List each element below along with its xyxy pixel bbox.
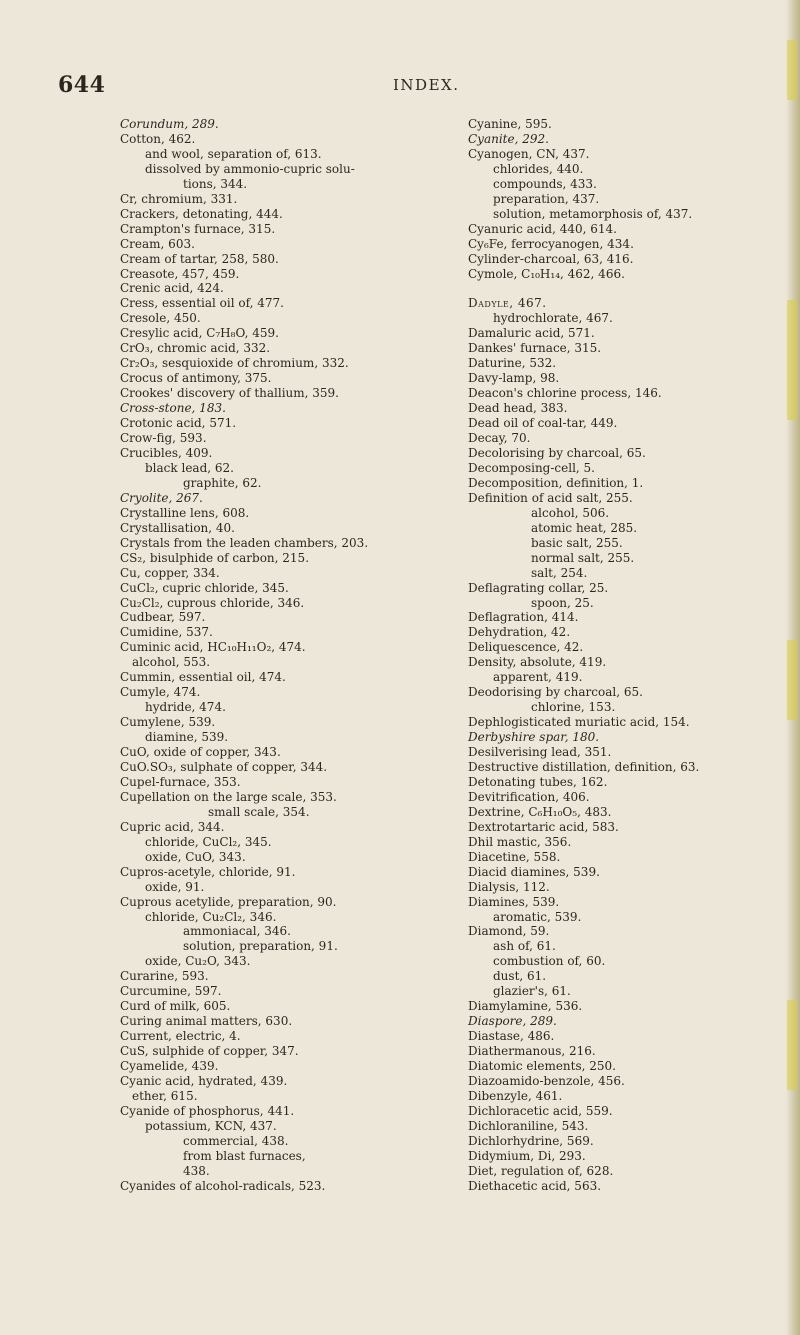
index-entry: 438. [183, 1163, 210, 1178]
index-entry: Crystals from the leaden chambers, 203. [120, 535, 369, 550]
index-entry: CS₂, bisulphide of carbon, 215. [120, 550, 310, 565]
index-entry: Cyanide of phosphorus, 441. [120, 1103, 295, 1118]
index-entry: Crucibles, 409. [120, 445, 213, 460]
index-entry: Diaspore, 289. [468, 1014, 557, 1029]
index-entry: Creasote, 457, 459. [120, 266, 240, 281]
index-entry: preparation, 437. [493, 191, 600, 206]
index-column-left [120, 117, 368, 1194]
index-entry: Cream, 603. [120, 236, 195, 251]
index-entry: Crampton's furnace, 315. [120, 221, 276, 236]
page-title: INDEX. [393, 76, 460, 94]
index-entry: ether, 615. [132, 1088, 198, 1103]
index-entry [468, 281, 699, 296]
index-entry: dust, 61. [493, 969, 547, 984]
index-entry: alcohol, 553. [132, 655, 211, 670]
index-entry: Decay, 70. [468, 431, 531, 446]
index-entry: Diethacetic acid, 563. [468, 1178, 602, 1193]
index-entry: CuCl₂, cupric chloride, 345. [120, 580, 289, 595]
index-entry: Cu, copper, 334. [120, 565, 220, 580]
index-entry: normal salt, 255. [531, 550, 635, 565]
index-entry: Cresylic acid, C₇H₈O, 459. [120, 326, 279, 341]
index-entry: Dextrotartaric acid, 583. [468, 819, 619, 834]
page-edge [786, 0, 800, 1335]
index-entry: Dehydration, 42. [468, 625, 571, 640]
index-entry: Cuprous acetylide, preparation, 90. [120, 894, 337, 909]
index-entry: oxide, Cu₂O, 343. [145, 954, 251, 969]
index-entry: chloride, Cu₂Cl₂, 346. [145, 909, 277, 924]
index-entry: salt, 254. [531, 565, 588, 580]
index-entry: Dialysis, 112. [468, 879, 550, 894]
index-entry: Cream of tartar, 258, 580. [120, 251, 279, 266]
index-entry: small scale, 354. [208, 804, 310, 819]
index-entry: Cu₂Cl₂, cuprous chloride, 346. [120, 595, 305, 610]
index-entry: Cotton, 462. [120, 131, 196, 146]
index-entry: Dichlorhydrine, 569. [468, 1133, 594, 1148]
index-entry: graphite, 62. [183, 475, 262, 490]
page-header [0, 72, 800, 96]
index-entry: Curd of milk, 605. [120, 999, 231, 1014]
index-entry: Current, electric, 4. [120, 1029, 241, 1044]
index-entry: Derbyshire spar, 180. [468, 730, 600, 745]
index-entry: Dankes' furnace, 315. [468, 341, 602, 356]
index-entry: Cummin, essential oil, 474. [120, 670, 286, 685]
index-entry: Deodorising by charcoal, 65. [468, 685, 643, 700]
index-entry: chlorine, 153. [531, 700, 616, 715]
index-entry: Diet, regulation of, 628. [468, 1163, 614, 1178]
index-entry: Diamines, 539. [468, 894, 560, 909]
edge-stain [787, 640, 797, 720]
index-column-right [468, 117, 699, 1194]
index-entry: hydrochlorate, 467. [493, 311, 613, 326]
index-entry: chloride, CuCl₂, 345. [145, 834, 272, 849]
index-entry: Didymium, Di, 293. [468, 1148, 586, 1163]
index-entry: hydride, 474. [145, 700, 226, 715]
index-entry: Diastase, 486. [468, 1029, 555, 1044]
index-entry: Diamond, 59. [468, 924, 550, 939]
index-entry: ammoniacal, 346. [183, 924, 291, 939]
index-entry: Cr₂O₃, sesquioxide of chromium, 332. [120, 356, 349, 371]
index-entry: Crotonic acid, 571. [120, 416, 237, 431]
index-entry: Dadyle, 467. [468, 296, 547, 311]
edge-stain [787, 1000, 797, 1090]
index-entry: solution, preparation, 91. [183, 939, 338, 954]
index-entry: Decomposition, definition, 1. [468, 475, 644, 490]
index-entry: Cuminic acid, HC₁₀H₁₁O₂, 474. [120, 640, 306, 655]
index-entry: Desilverising lead, 351. [468, 745, 612, 760]
index-entry: Dextrine, C₆H₁₀O₅, 483. [468, 804, 612, 819]
index-entry: Daturine, 532. [468, 356, 557, 371]
index-entry: Decolorising by charcoal, 65. [468, 445, 646, 460]
index-entry: Diazoamido-benzole, 456. [468, 1074, 625, 1088]
index-entry: Damaluric acid, 571. [468, 326, 595, 341]
index-entry: Cy₆Fe, ferrocyanogen, 434. [468, 236, 634, 251]
index-entry: from blast furnaces, [183, 1148, 306, 1163]
index-entry: Cupel-furnace, 353. [120, 774, 241, 789]
index-entry: alcohol, 506. [531, 505, 610, 520]
index-entry: glazier's, 61. [493, 984, 571, 999]
index-entry: Crookes' discovery of thallium, 359. [120, 386, 339, 401]
index-entry: Corundum, 289. [120, 117, 219, 131]
index-entry: Cudbear, 597. [120, 610, 206, 625]
index-entry: Cumyle, 474. [120, 685, 201, 700]
index-entry: Cyanuric acid, 440, 614. [468, 221, 617, 236]
index-entry: dissolved by ammonio-cupric solu- [145, 161, 355, 176]
index-entry: tions, 344. [183, 176, 248, 191]
index-entry: Deliquescence, 42. [468, 640, 584, 655]
index-entry: Cumidine, 537. [120, 625, 213, 640]
index-entry: Curarine, 593. [120, 969, 209, 984]
index-entry: Cumylene, 539. [120, 715, 216, 730]
index-entry: Diacetine, 558. [468, 849, 561, 864]
index-entry: Detonating tubes, 162. [468, 774, 608, 789]
index-entry: solution, metamorphosis of, 437. [493, 206, 693, 221]
index-entry: Dead head, 383. [468, 401, 568, 416]
index-entry: Deacon's chlorine process, 146. [468, 386, 662, 401]
index-entry: Cyanogen, CN, 437. [468, 146, 590, 161]
index-entry: Dichloraniline, 543. [468, 1118, 589, 1133]
index-entry: Dichloracetic acid, 559. [468, 1103, 613, 1118]
index-entry: Dhil mastic, 356. [468, 834, 572, 849]
index-entry: Cyanine, 595. [468, 117, 552, 131]
index-entry: Cupellation on the large scale, 353. [120, 789, 337, 804]
index-entry: Crow-fig, 593. [120, 431, 207, 446]
index-entry: Diacid diamines, 539. [468, 864, 600, 879]
index-entry: Cress, essential oil of, 477. [120, 296, 284, 311]
index-entry: Crystalline lens, 608. [120, 505, 250, 520]
page-number: 644 [58, 72, 106, 98]
index-entry: potassium, KCN, 437. [145, 1118, 277, 1133]
edge-stain [787, 300, 797, 420]
index-entry: CrO₃, chromic acid, 332. [120, 341, 271, 356]
index-entry: CuO, oxide of copper, 343. [120, 745, 281, 760]
index-entry: Diatomic elements, 250. [468, 1059, 616, 1074]
index-entry: Diamylamine, 536. [468, 999, 583, 1014]
index-entry: Definition of acid salt, 255. [468, 490, 633, 505]
index-entry: basic salt, 255. [531, 535, 623, 550]
index-entry: Cupros-acetyle, chloride, 91. [120, 864, 296, 879]
index-entry: chlorides, 440. [493, 161, 584, 176]
index-entry: Curing animal matters, 630. [120, 1014, 293, 1029]
index-entry: Cyamelide, 439. [120, 1059, 219, 1074]
index-entry: Dead oil of coal-tar, 449. [468, 416, 618, 431]
index-entry: Deflagration, 414. [468, 610, 579, 625]
index-entry: CuO.SO₃, sulphate of copper, 344. [120, 759, 328, 774]
index-entry: Davy-lamp, 98. [468, 371, 560, 386]
index-entry: Curcumine, 597. [120, 984, 222, 999]
index-entry: Crackers, detonating, 444. [120, 206, 283, 221]
index-entry: spoon, 25. [531, 595, 594, 610]
index-entry: Devitrification, 406. [468, 789, 590, 804]
index-entry: ash of, 61. [493, 939, 556, 954]
index-entry: commercial, 438. [183, 1133, 289, 1148]
index-entry: black lead, 62. [145, 460, 234, 475]
index-entry: Dephlogisticated muriatic acid, 154. [468, 715, 690, 730]
index-entry: Cupric acid, 344. [120, 819, 225, 834]
index-entry: diamine, 539. [145, 730, 229, 745]
index-entry: Cryolite, 267. [120, 490, 203, 505]
index-entry: Cr, chromium, 331. [120, 191, 238, 206]
index-entry: CuS, sulphide of copper, 347. [120, 1044, 299, 1059]
index-entry: Dibenzyle, 461. [468, 1088, 563, 1103]
index-entry: compounds, 433. [493, 176, 597, 191]
index-entry: oxide, 91. [145, 879, 205, 894]
index-entry: Cymole, C₁₀H₁₄, 462, 466. [468, 266, 625, 281]
index-entry: Crenic acid, 424. [120, 281, 224, 296]
index-entry: Cyanic acid, hydrated, 439. [120, 1074, 288, 1088]
index-entry: apparent, 419. [493, 670, 583, 685]
index-entry: combustion of, 60. [493, 954, 606, 969]
index-entry: Crystallisation, 40. [120, 520, 235, 535]
index-entry: Cyanite, 292. [468, 131, 549, 146]
index-entry: Cross-stone, 183. [120, 401, 226, 416]
index-entry: aromatic, 539. [493, 909, 582, 924]
index-entry: Cyanides of alcohol-radicals, 523. [120, 1178, 326, 1193]
index-entry: oxide, CuO, 343. [145, 849, 246, 864]
index-entry: and wool, separation of, 613. [145, 146, 322, 161]
index-entry: Cylinder-charcoal, 63, 416. [468, 251, 634, 266]
index-entry: Crocus of antimony, 375. [120, 371, 272, 386]
index-entry: Cresole, 450. [120, 311, 201, 326]
index-entry: Deflagrating collar, 25. [468, 580, 609, 595]
index-entry: atomic heat, 285. [531, 520, 638, 535]
index-entry: Density, absolute, 419. [468, 655, 607, 670]
index-entry: Diathermanous, 216. [468, 1044, 596, 1059]
index-entry: Decomposing-cell, 5. [468, 460, 595, 475]
index-entry: Destructive distillation, definition, 63. [468, 759, 700, 774]
